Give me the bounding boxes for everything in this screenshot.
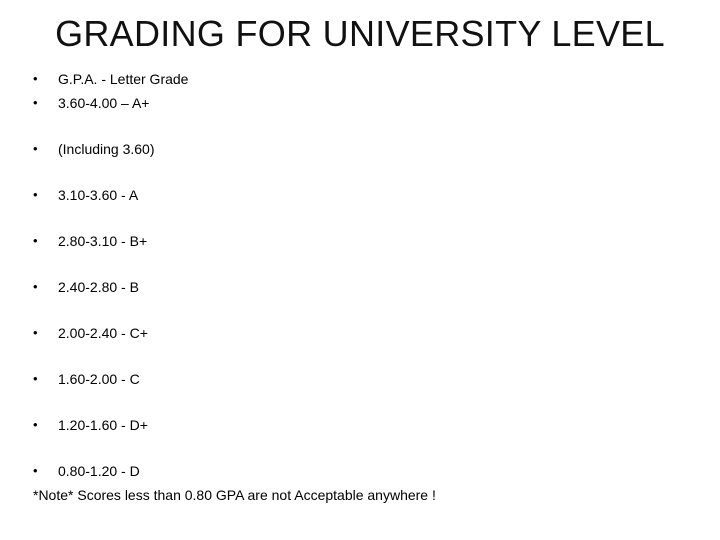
bullet-text: 1.20-1.60 - D+ [58, 417, 148, 433]
bullet-text: 3.60-4.00 – A+ [58, 95, 150, 111]
slide-title: GRADING FOR UNIVERSITY LEVEL [55, 13, 665, 54]
bullet-text: (Including 3.60) [58, 141, 155, 157]
bullet-text: 2.00-2.40 - C+ [58, 325, 148, 341]
bullet-text: G.P.A. - Letter Grade [58, 71, 189, 87]
bullet-text: 2.80-3.10 - B+ [58, 233, 148, 249]
bullet-text: 0.80-1.20 - D [58, 463, 140, 479]
bullet-icon: • [33, 371, 38, 386]
bullet-icon: • [33, 71, 38, 86]
note-text: *Note* Scores less than 0.80 GPA are not Acceptable anywhere ! [33, 487, 436, 503]
bullet-icon: • [33, 233, 38, 248]
bullet-icon: • [33, 417, 38, 432]
bullet-text: 1.60-2.00 - C [58, 371, 140, 387]
bullet-text: 2.40-2.80 - B [58, 279, 139, 295]
bullet-icon: • [33, 141, 38, 156]
bullet-icon: • [33, 95, 38, 110]
bullet-icon: • [33, 279, 38, 294]
bullet-icon: • [33, 463, 38, 478]
bullet-icon: • [33, 325, 38, 340]
bullet-text: 3.10-3.60 - A [58, 187, 139, 203]
bullet-icon: • [33, 187, 38, 202]
